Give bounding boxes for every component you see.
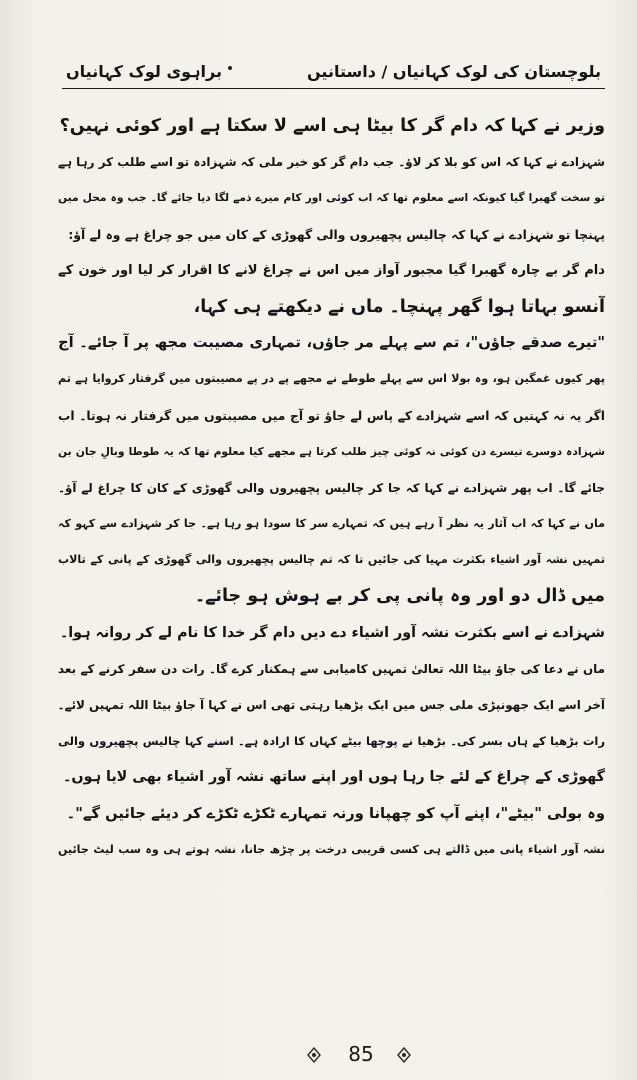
text-line: ماں نے دعا کی جاؤ بیٹا اللہ تعالیٰ تمہیں کامیابی سے ہمکنار کرے گا۔ رات دن سفر کرنے کے بعد	[58, 661, 605, 676]
running-header	[66, 58, 601, 88]
text-line: میں ڈال دو اور وہ پانی پی کر بے ہوش ہو جائے۔	[194, 586, 605, 607]
body-text	[58, 108, 605, 868]
text-line: جائے گا۔ اب پھر شہزادے نے کہا کہ جا کر چالیس پچھیروں والی گھوڑی کے کان کا چراغ لے آؤ۔	[58, 480, 605, 495]
text-line: شہزادہ دوسرے تیسرے دن کوئی نہ کوئی چیز طلب کرتا ہے مجھے کیا معلوم تھا کہ یہ طوطا وبالِ جان بن	[58, 444, 605, 458]
chapter-title: بلوچستان کی لوک کہانیاں / داستانیں	[307, 62, 601, 81]
header-rule	[62, 88, 605, 89]
ornament-left-icon	[306, 1047, 322, 1063]
header-dot	[228, 66, 232, 70]
text-line: وزیر نے کہا کہ دام گر کا بیٹا ہی اسے لا سکتا ہے اور کوئی نہیں؟	[59, 116, 605, 136]
book-title: براہوی لوک کہانیاں	[66, 62, 222, 81]
text-line: گھوڑی کے چراغ کے لئے جا رہا ہوں اور اپنے ساتھ نشہ آور اشیاء بھی لایا ہوں۔	[63, 769, 605, 786]
text-line: پہنچا تو شہزادے نے کہا کہ چالیس پچھیروں والی گھوڑی کے کان میں جو چراغ ہے وہ لے آؤ:	[68, 227, 605, 242]
page-footer	[0, 1040, 637, 1070]
text-line: پھر کیوں غمگین ہو، وہ بولا اس سے پہلے طوطے نے مجھے پے در پے مصیبتوں میں گرفتار کروایا ہے تم	[58, 372, 605, 386]
text-line: رات بڑھیا کے ہاں بسر کی۔ بڑھیا نے پوچھا بیٹے کہاں کا ارادہ ہے۔ اسنے کہا چالیس پچھیروں والی	[58, 734, 605, 749]
text-line: نشہ آور اشیاء پانی میں ڈالتے ہی کسی قریبی درخت پر چڑھ جانا، نشہ ہوتے ہی وہ سب لیٹ جائیں	[58, 842, 605, 856]
text-line: تمہیں نشہ آور اشیاء بکثرت مہیا کی جائیں تا کہ تم چالیس پچھیروں والی گھوڑی کے پانی کے تالاب	[58, 553, 605, 567]
text-line: شہزادے نے کہا کہ اس کو بلا کر لاؤ۔ جب دام گر کو خبر ملی کہ شہزادہ تو اسے طلب کر رہا ہے	[58, 155, 605, 170]
text-line: "تیرے صدقے جاؤں"، تم سے پہلے مر جاؤں، تمہاری مصیبت مجھ پر آ جائے۔ آج	[58, 334, 605, 352]
page-number: 85	[348, 1042, 374, 1066]
text-line: ماں نے کہا کہ اب آثار یہ نظر آ رہے ہیں کہ تمہارے سر کا سودا ہو رہا ہے۔ جا کر شہزادے سے کہو کہ	[58, 517, 605, 531]
text-line: اگر یہ نہ کہتیں کہ اسے شہزادے کے پاس لے جاؤ تو آج میں مصیبتوں میں گرفتار نہ ہوتا۔ اب	[58, 408, 605, 423]
text-line: آخر اسے ایک جھونپڑی ملی جس میں ایک بڑھیا رہتی تھی اس نے کہا آ جاؤ بیٹا اللہ تمہیں لائے۔	[58, 698, 605, 712]
ornament-right-icon	[396, 1047, 412, 1063]
text-line: شہزادے نے اسے بکثرت نشہ آور اشیاء دے دیں دام گر خدا کا نام لے کر روانہ ہوا۔	[59, 624, 605, 641]
text-line: آنسو بہاتا ہوا گھر پہنچا۔ ماں نے دیکھتے ہی کہا،	[193, 296, 605, 317]
text-line: دام گر بے چارہ گھبرا گیا مجبور آواز میں اس نے چراغ لانے کا اقرار کر لیا اور خون کے	[58, 262, 605, 278]
text-line: تو سخت گھبرا گیا کیونکہ اسے معلوم تھا کہ اب کوئی اور کام میرے ذمے لگا دیا جائے گا۔ جب وہ محل میں	[58, 191, 605, 205]
text-line: وہ بولی "بیٹے"، اپنے آپ کو چھپانا ورنہ تمہارے ٹکڑے ٹکڑے کر دیئے جائیں گے"۔	[66, 804, 605, 822]
